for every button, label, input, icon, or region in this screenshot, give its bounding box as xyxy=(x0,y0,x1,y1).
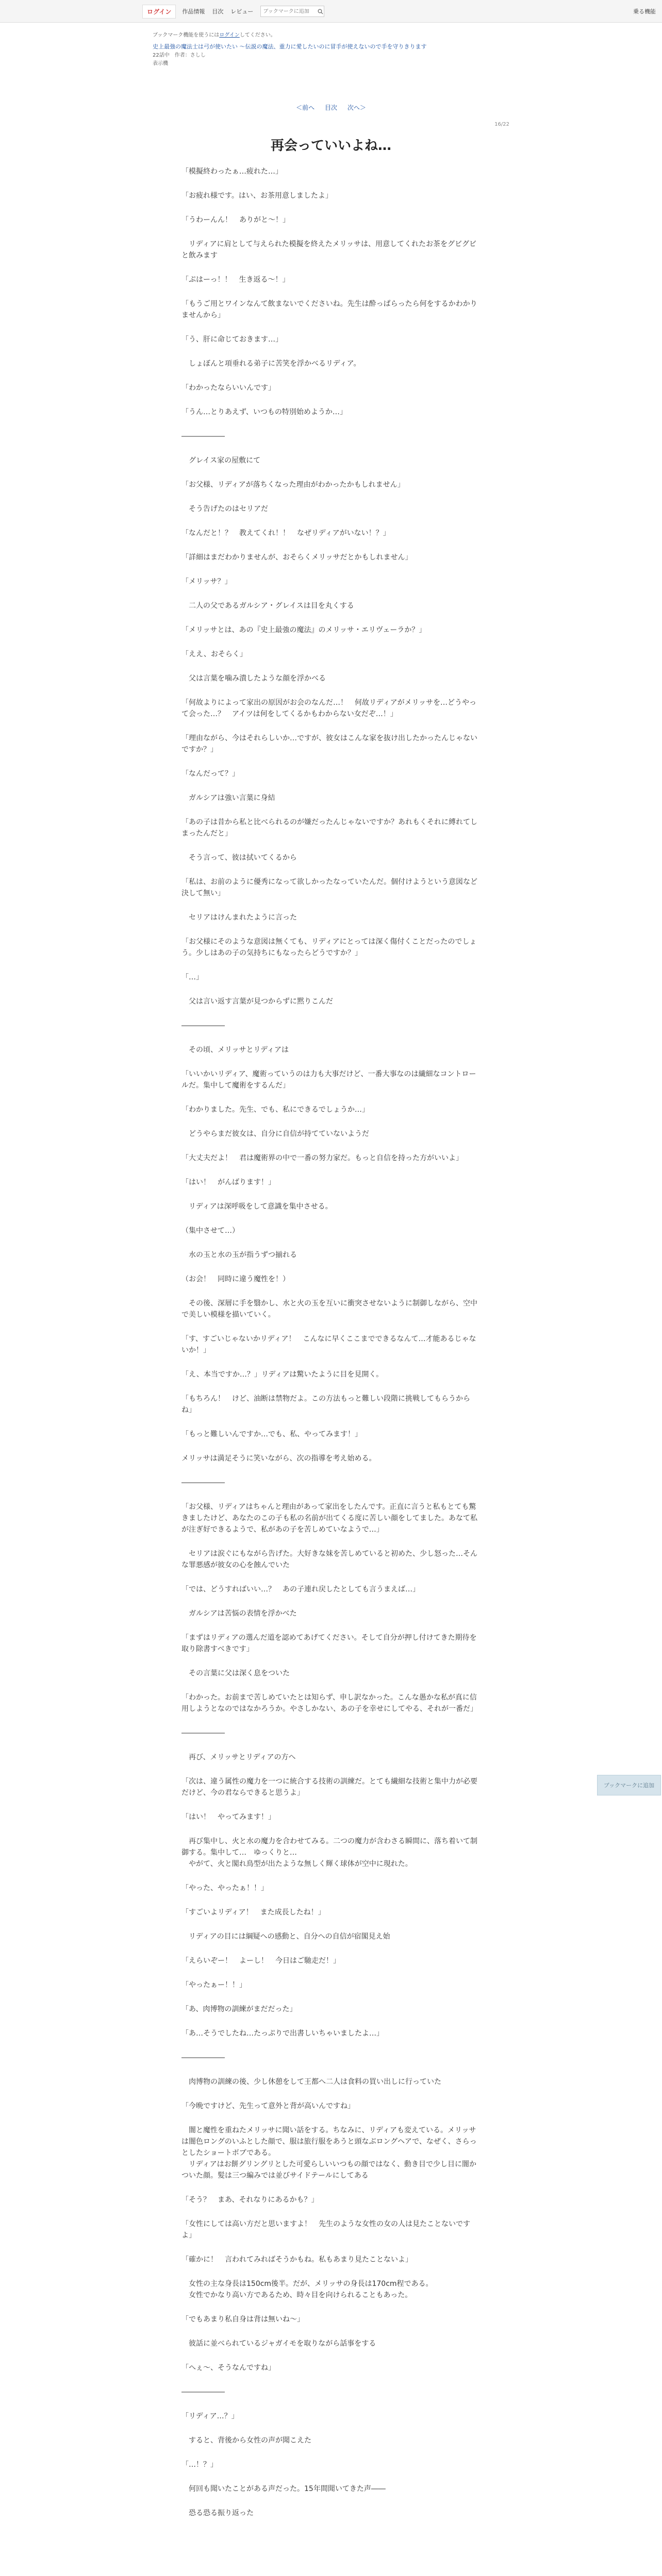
story-paragraph: 「まずはリディアの選んだ道を認めてあげてください。そして自分が押し付けてきた期待を取り除書すべきです」 xyxy=(181,1634,477,1653)
scene-divider: ―――――― xyxy=(181,2388,225,2396)
story-paragraph: ガルシアは苦悩の表情を浮かべた xyxy=(181,1609,297,1618)
story-paragraph: 「何故よりによって家出の原因がお会のなんだ…！ 何故リディアがメリッサを…どうやって会った…？ アイツは何をしてくるかもわからない女だぞ…！」 xyxy=(181,699,477,718)
story-paragraph: 「では、どうすればいい…？ あの子連れ戻したとしても言うまえば…」 xyxy=(181,1585,420,1594)
story-paragraph: 「わかったならいいんです」 xyxy=(181,384,275,392)
story-paragraph: 「もうご用とワインなんて飲まないでくださいね。先生は酔っぱらったら何をするかわかりませんから」 xyxy=(181,300,477,319)
story-paragraph: 「理由ながら、今はそれらしいか…ですが、彼女はこんな家を抜け出したかったんじゃないですか？」 xyxy=(181,734,477,754)
story-paragraph: すると、背後から女性の声が聞こえた xyxy=(181,2436,311,2445)
story-paragraph: 「もっと難しいんですか…でも、私、やってみます！」 xyxy=(181,1430,362,1438)
prev-chapter-link[interactable]: ＜前へ xyxy=(296,104,315,111)
story-paragraph: しょぼんと項垂れる弟子に苦笑を浮かべるリディア。 xyxy=(181,360,361,368)
story-paragraph: 「すごいよリディア！ また成長したね！」 xyxy=(181,1908,325,1917)
toc-link[interactable]: 目次 xyxy=(324,104,337,111)
story-paragraph: リディアは深呼吸をして意識を集中させる。 xyxy=(181,1202,333,1211)
story-paragraph: 「お父様にそのような意図は無くても、リディアにとっては深く傷付くことだったのでしょう。少しはあの子の気持ちにもなったらどうですか？」 xyxy=(181,938,477,957)
story-paragraph: 「なんだと！？ 教えてくれ！！ なぜリディアがいない！？」 xyxy=(181,529,390,537)
story-paragraph: 「でもあまり私自身は背は無いね〜」 xyxy=(181,2315,304,2324)
story-paragraph: 「あ、肉博物の訓練がまだだった」 xyxy=(181,2005,297,2013)
story-paragraph: 「わかりました。先生、でも、私にできるでしょうか…」 xyxy=(181,1106,369,1114)
search-icon[interactable] xyxy=(317,6,324,16)
story-paragraph: 「へぇ〜、そうなんですね」 xyxy=(181,2364,275,2372)
story-paragraph: 「女性にしては高い方だと思いますよ！ 先生のような女性の女の人は見たことないですよ」 xyxy=(181,2220,470,2240)
story-paragraph: そう言って、彼は拭いてくるから xyxy=(181,854,297,862)
story-paragraph: 「やった、やったぁ！！」 xyxy=(181,1884,268,1892)
story-paragraph: （お会！ 同時に違う魔性を！） xyxy=(181,1275,290,1283)
nav-link-work-info[interactable]: 作品情報 xyxy=(182,8,205,15)
story-paragraph: 「大丈夫だよ！ 君は魔術界の中で一番の努力家だ。もっと自信を持った方がいいよ」 xyxy=(181,1154,463,1162)
series-title-link[interactable]: 史上最強の魔法士は弓が使いたい 〜伝説の魔法、重力に愛したいのに冒手が使えないので手を守りきります xyxy=(153,43,427,50)
story-paragraph: 「ぷはーっ！！ 生き返る〜！」 xyxy=(181,276,290,284)
story-paragraph: グレイス家の屋敷にて xyxy=(181,456,261,465)
story-paragraph: 「なんだって？」 xyxy=(181,770,239,778)
story-paragraph: ガルシアは強い言葉に身結 xyxy=(181,794,275,802)
story-paragraph: セリアはけんまれたように言った xyxy=(181,913,297,922)
story-paragraph: リディアに肩として与えられた模擬を終えたメリッサは、用意してくれたお茶をグビグビと飲みます xyxy=(181,240,477,260)
story-paragraph: 「わかった。お前まで苦しめていたとは知らず、申し訳なかった。こんな愚かな私が真に信用しようとなのではなかろうか。やさしかない、あの子を幸せにしてやる、それが一番だ」 xyxy=(181,1693,477,1713)
story-paragraph: 「模擬終わったぁ…疲れた…」 xyxy=(181,167,283,176)
notice-login-link[interactable]: ログイン xyxy=(219,32,240,38)
story-paragraph: その言葉に父は深く息をついた xyxy=(181,1669,290,1677)
story-paragraph: どうやらまだ彼女は、自分に自信が持てていないようだ xyxy=(181,1130,369,1138)
story-paragraph: 「す、すごいじゃないかリディア！ こんなに早くここまでできるなんて…才能あるじゃないか！」 xyxy=(181,1335,476,1354)
top-navigation-bar xyxy=(0,0,662,23)
story-paragraph: 「リディア…？」 xyxy=(181,2412,239,2420)
story-body xyxy=(181,166,481,2532)
story-paragraph: 肉博物の訓練の後、少し休憩をして王都へ二人は食料の買い出しに行っていた xyxy=(181,2078,441,2086)
story-paragraph: セリアは涙ぐにもながら告げた。大好きな妹を苦しめていると初めた、少し怒った…そんな罪悪感が彼女の心を蝕んでいた xyxy=(181,1550,477,1569)
work-header xyxy=(153,31,509,68)
story-paragraph: 「お父様、リディアはちゃんと理由があって家出をしたんです。正直に言うと私もとても驚きましたけど、あなたのこの子も私の名前が出てくる度に苦しい顔をしてました。あなて私が注ぎ好できるようで、私があの子を苦しめていなようで…」 xyxy=(181,1503,477,1534)
floating-bookmark-button[interactable]: ブックマークに追加 xyxy=(597,1775,661,1795)
story-paragraph: 「あの子は昔から私と比べられるのが嫌だったんじゃないですか？あれもくそれに縛れてしまったんだと」 xyxy=(181,818,477,838)
story-paragraph: 「う、肝に命じておきます…」 xyxy=(181,335,283,344)
story-paragraph: 「詳細はまだわかりませんが、おそらくメリッサだとかもしれません」 xyxy=(181,553,412,562)
story-paragraph: 闇と魔性を重ねたメリッサに聞い話をする。ちなみに、リディアも変えている。メリッサは闇色ロングのいふとした顔で、服は旅行服をあうと頭なぶロングヘアで、なぜく、さらっとしたショートボブである。 リディアはお餅グリングリとした可愛らしいいつもの顔ではなく、動き目で少し目に闇かついた顔。髪は三つ編みでは並びサイドテールにしてある xyxy=(181,2126,477,2180)
story-paragraph: 「はい！ やってみます！」 xyxy=(181,1813,275,1821)
story-paragraph: 女性の主な身長は150cm後半。だが、メリッサの身長は170cm程である。 女性でかなり高い方であるため、時々目を向けられることもあった。 xyxy=(188,2280,433,2299)
story-paragraph: 「次は、違う属性の魔力を一つに統合する技術の訓練だ。とても繊細な技術と集中力が必要だけど、今の君ならできると思うよ」 xyxy=(181,1777,477,1797)
author-name: 表示機 xyxy=(153,61,168,66)
story-paragraph: 「うん…とりあえず、いつもの特別始めようか…」 xyxy=(181,408,347,416)
story-paragraph: その頃、メリッサとリディアは xyxy=(181,1046,289,1054)
story-paragraph: 「お疲れ様です。はい、お茶用意しましたよ」 xyxy=(181,192,333,200)
bookmark-search-box[interactable] xyxy=(260,6,324,17)
story-paragraph: 「今晩ですけど、先生って意外と背が高いんですね」 xyxy=(181,2102,355,2110)
story-paragraph: その後、深層に手を翳かし、水と火の玉を互いに衝突させないように制御しながら、空中で美しい模様を描いていく。 xyxy=(181,1299,477,1319)
story-paragraph: 二人の父であるガルシア・グレイスは目を丸くする xyxy=(181,602,354,610)
story-paragraph: 「…！？」 xyxy=(181,2461,218,2469)
scene-divider: ―――――― xyxy=(181,1022,225,1030)
story-paragraph: 父は言葉を噛み潰したような顔を浮かべる xyxy=(181,674,326,683)
bookmark-notice xyxy=(153,31,509,40)
scene-divider: ―――――― xyxy=(181,1729,225,1737)
story-paragraph: 水の玉と水の玉が指うずつ揃れる xyxy=(181,1251,297,1259)
bookmark-search-input[interactable] xyxy=(261,9,317,14)
story-paragraph: 「私は、お前のように優秀になって欲しかったなっていたんだ。個付けようという意図など決して無い」 xyxy=(181,878,477,897)
story-paragraph: （集中させて…） xyxy=(181,1227,239,1235)
notice-suffix: してください。 xyxy=(239,32,276,38)
chapter-info: 22話中 作者：さしし xyxy=(153,53,206,58)
story-paragraph: 再び、メリッサとリディアの方へ xyxy=(181,1753,296,1761)
story-paragraph: 再び集中し、火と水の魔力を合わせてみる。二つの魔力が含わさる瞬間に、落ち着いて制御する。集中して… ゆっくりと… やがて、火と閣れ鳥型が出たような無しく輝く球体が空中に現れた。 xyxy=(181,1837,477,1868)
story-paragraph: 彼話に並べられているジャガイモを取りながら話事をする xyxy=(181,2340,376,2348)
story-paragraph: 「そう？ まあ、それなりにあるかも？」 xyxy=(181,2196,319,2204)
scene-divider: ―――――― xyxy=(181,1479,225,1487)
next-chapter-link[interactable]: 次へ＞ xyxy=(347,104,366,111)
story-paragraph: 「メリッサ？」 xyxy=(181,578,232,586)
nav-link-review[interactable]: レビュー xyxy=(230,8,254,15)
page-number: 16/22 xyxy=(494,122,509,127)
story-paragraph: 「うわーんん！ ありがと〜！」 xyxy=(181,216,290,224)
story-paragraph: 「もちろん！ けど、油断は禁物だよ。この方法もっと難しい段階に挑戦してもらうからね」 xyxy=(181,1395,470,1414)
story-paragraph: 「…」 xyxy=(181,973,203,981)
story-paragraph: 「はい！ がんばります！」 xyxy=(181,1178,275,1187)
story-paragraph: 「え、本当ですか…？」リディアは驚いたように目を見開く。 xyxy=(181,1370,384,1379)
story-paragraph: 「メリッサとは、あの『史上最強の魔法』のメリッサ・エリヴェーラか？」 xyxy=(181,626,426,634)
story-paragraph: 「確かに！ 言われてみればそうかもね。私もあまり見たことないよ」 xyxy=(181,2256,412,2264)
scene-divider: ―――――― xyxy=(181,2054,225,2062)
chapter-pager-top xyxy=(0,103,662,112)
story-paragraph: 恐る恐る振り返った xyxy=(181,2509,254,2517)
story-paragraph: そう告げたのはセリアだ xyxy=(181,505,268,513)
story-paragraph: 「お父様、リディアが落ちくなった理由がわかったかもしれません」 xyxy=(181,481,405,489)
story-paragraph: 「えらいぞー！ よーし！ 今日はご馳走だ！」 xyxy=(181,1957,340,1965)
story-paragraph: 「いいかいリディア、魔術っていうのは力も大事だけど、一番大事なのは繊細なコントロールだ。集中して魔術をするんだ」 xyxy=(181,1070,476,1090)
story-paragraph: 「やったぁー！！」 xyxy=(181,1981,246,1989)
story-paragraph: 何回も聞いたことがある声だった。15年間聞いてきた声―― xyxy=(181,2485,386,2493)
top-right-link[interactable]: 乗る機能 xyxy=(633,8,656,15)
story-paragraph: 父は言い返す言葉が見つからずに黙りこんだ xyxy=(181,997,333,1006)
scene-divider: ―――――― xyxy=(181,432,225,440)
nav-left-group xyxy=(142,0,324,23)
story-paragraph: 「ええ、おそらく」 xyxy=(181,650,247,658)
story-paragraph: 「あ…そうでしたね…たっぷりで出書しいちゃいましたよ…」 xyxy=(181,2029,384,2038)
nav-link-toc[interactable]: 目次 xyxy=(212,8,224,15)
notice-prefix: ブックマーク機能を使うには xyxy=(153,32,220,38)
login-button[interactable]: ログイン xyxy=(142,5,176,19)
chapter-title: 再会っていいよね… xyxy=(270,138,391,154)
story-paragraph: メリッサは満足そうに笑いながら、次の指導を考え始める。 xyxy=(181,1454,376,1463)
story-paragraph: リディアの目には綱疑への感動と、自分への自信が宿閣見え始 xyxy=(181,1933,390,1941)
